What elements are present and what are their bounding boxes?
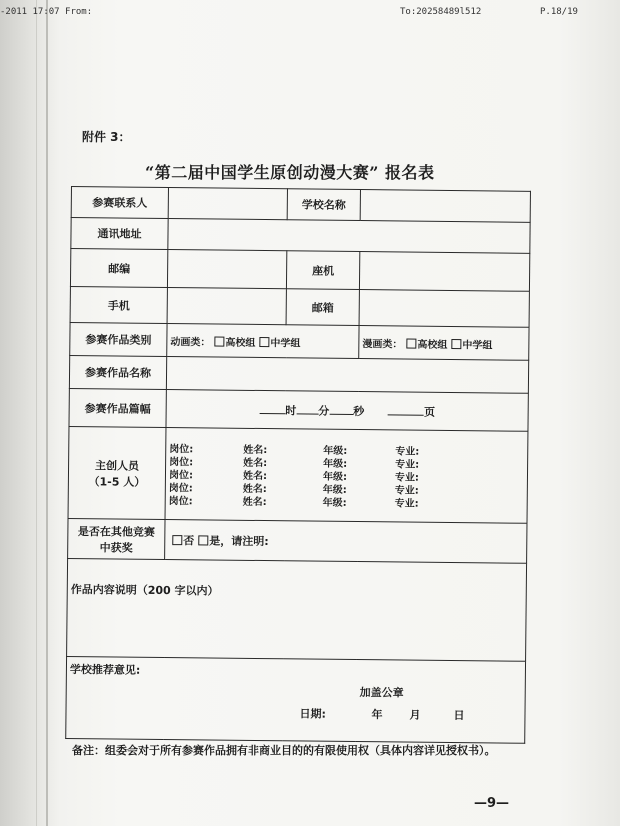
creators-label <box>68 426 166 519</box>
award-label <box>68 518 165 559</box>
form-row-category <box>70 322 529 360</box>
major-label: 专业: <box>394 485 419 497</box>
fax-header-from: -2011 17:07 From: <box>0 7 93 17</box>
binding-shadow <box>36 0 37 826</box>
mobile-field[interactable] <box>167 288 286 325</box>
form-row-recommendation <box>66 656 526 743</box>
form-row-award <box>68 518 527 563</box>
comic-middle-label: 中学组 <box>462 339 493 351</box>
minute-unit: 分 <box>318 404 330 418</box>
grade-label: 年级: <box>323 445 348 457</box>
position-label: 岗位: <box>169 444 194 456</box>
landline-label: 座机 <box>286 251 359 290</box>
recommendation-content <box>69 661 522 740</box>
mobile-label: 手机 <box>70 286 167 323</box>
animation-category <box>167 324 359 359</box>
form-row-work-name <box>69 355 528 393</box>
email-field[interactable] <box>359 290 529 328</box>
name-label: 姓名: <box>242 483 267 496</box>
creators-list <box>165 428 528 524</box>
major-label: 专业: <box>395 446 420 458</box>
checkbox-comic-middle[interactable] <box>451 338 461 348</box>
contact-label: 参赛联系人 <box>71 187 168 219</box>
animation-middle-label: 中学组 <box>270 337 301 349</box>
form-row-address <box>71 218 530 254</box>
creator-row[interactable] <box>169 493 524 510</box>
email-label: 邮箱 <box>286 289 359 326</box>
comic-category <box>359 326 529 361</box>
postcode-field[interactable] <box>167 250 286 289</box>
position-label: 岗位: <box>169 457 194 469</box>
name-label: 姓名: <box>242 496 267 509</box>
minute-blank[interactable] <box>296 413 318 414</box>
fax-header-page: P.18/19 <box>540 7 578 17</box>
landline-field[interactable] <box>359 252 529 292</box>
award-field <box>165 520 527 564</box>
day-label: 日 <box>453 709 465 723</box>
school-label: 学校名称 <box>287 189 360 221</box>
second-blank[interactable] <box>329 413 353 414</box>
form-row-length <box>69 388 528 431</box>
year-label: 年 <box>371 708 383 722</box>
description-label: 作品内容说明（200 字以内） <box>70 583 219 598</box>
registration-form <box>65 186 531 744</box>
length-field[interactable] <box>166 390 528 432</box>
grade-label: 年级: <box>322 471 348 483</box>
form-row-mobile <box>70 286 529 327</box>
school-field[interactable] <box>360 190 530 223</box>
checkbox-award-yes[interactable] <box>198 535 208 545</box>
second-unit: 秒 <box>353 404 365 418</box>
position-label: 岗位: <box>168 483 193 495</box>
binding-edge <box>46 0 48 826</box>
grade-label: 年级: <box>323 458 348 470</box>
form-row-creators <box>68 426 528 523</box>
work-name-field[interactable] <box>166 357 528 394</box>
name-label: 姓名: <box>242 470 268 483</box>
creators-label-line2: （1-5 人） <box>88 474 146 489</box>
animation-label: 动画类： <box>170 336 211 348</box>
fax-header-to: To:20258489l512 <box>400 7 482 17</box>
page-unit: 页 <box>424 405 436 419</box>
checkbox-comic-college[interactable] <box>406 338 416 348</box>
date-label: 日期: <box>299 707 326 721</box>
name-label: 姓名: <box>243 444 268 457</box>
comic-college-label: 高校组 <box>417 339 448 351</box>
recommendation-label: 学校推荐意见: <box>69 663 141 677</box>
address-label: 通讯地址 <box>71 218 168 250</box>
major-label: 专业: <box>394 472 420 484</box>
name-label: 姓名: <box>243 457 268 470</box>
length-label: 参赛作品篇幅 <box>69 388 166 427</box>
contact-field[interactable] <box>168 188 287 220</box>
work-name-label: 参赛作品名称 <box>69 355 166 389</box>
major-label: 专业: <box>394 498 419 510</box>
category-label: 参赛作品类别 <box>70 322 167 356</box>
major-label: 专业: <box>395 459 420 471</box>
award-label-line1: 是否在其他竞赛 <box>77 524 155 539</box>
hour-blank[interactable] <box>259 412 285 413</box>
award-yes-label: 是，请注明: <box>209 533 269 548</box>
description-field[interactable] <box>67 558 527 661</box>
form-row-contact <box>71 187 530 223</box>
hour-unit: 时 <box>285 403 297 417</box>
grade-label: 年级: <box>322 497 347 509</box>
form-row-description <box>67 558 527 661</box>
animation-college-label: 高校组 <box>225 337 256 349</box>
seal-label: 加盖公章 <box>359 686 404 700</box>
checkbox-animation-middle[interactable] <box>259 336 269 346</box>
postcode-label: 邮编 <box>70 249 167 288</box>
footnote: 备注：组委会对于所有参赛作品拥有非商业目的的有限使用权（具体内容详见授权书）。 <box>72 744 496 757</box>
page-number: —9— <box>474 796 510 811</box>
award-label-line2: 中获奖 <box>99 540 133 555</box>
page-title: “第二届中国学生原创动漫大赛” 报名表 <box>145 163 435 182</box>
recommendation-field[interactable] <box>66 656 526 743</box>
comic-label: 漫画类： <box>362 338 403 350</box>
position-label: 岗位: <box>168 470 194 482</box>
month-label: 月 <box>409 708 421 722</box>
checkbox-award-no[interactable] <box>172 535 182 545</box>
award-no-label: 否 <box>183 533 195 547</box>
checkbox-animation-college[interactable] <box>214 336 224 346</box>
position-label: 岗位: <box>168 496 193 508</box>
address-field[interactable] <box>168 219 530 254</box>
grade-label: 年级: <box>322 484 347 496</box>
attachment-label: 附件 3： <box>82 130 131 144</box>
page-blank[interactable] <box>388 414 424 415</box>
form-row-postcode <box>70 249 529 292</box>
creators-label-line1: 主创人员 <box>95 458 140 473</box>
